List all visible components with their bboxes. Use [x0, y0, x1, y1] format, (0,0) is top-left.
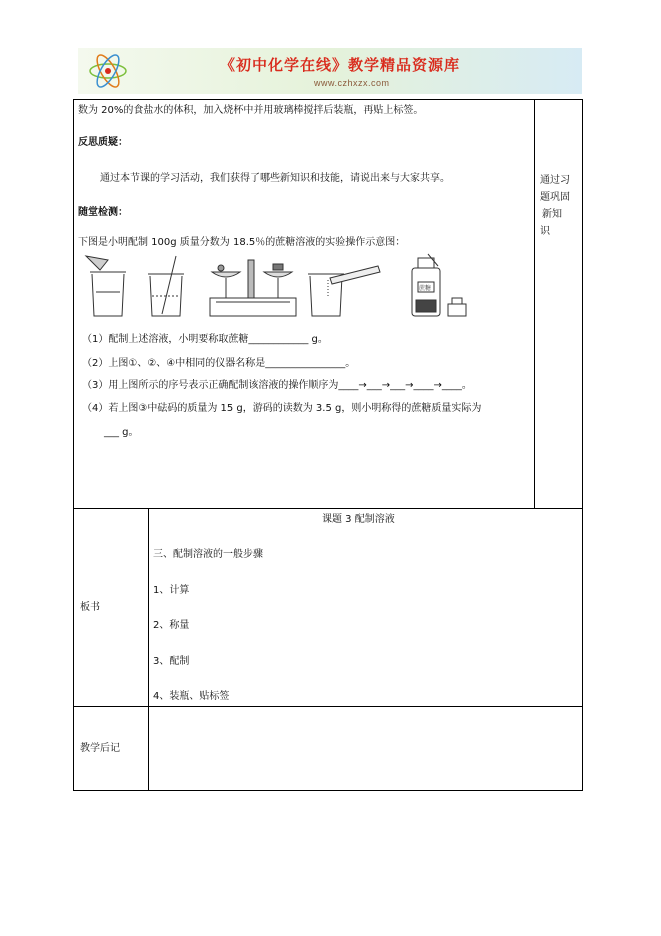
intro-line: 数为 20%的食盐水的体积，加入烧杯中并用玻璃棒搅拌后装瓶，再贴上标签。	[78, 105, 424, 116]
row-divider-1	[73, 508, 582, 509]
side-column-divider	[534, 99, 535, 508]
question-1: （1）配制上述溶液，小明要称取蔗糖____________ g。	[82, 334, 328, 345]
table-left-border	[73, 99, 74, 791]
figure-1-beaker-icon	[86, 256, 126, 316]
figure-2-beaker-rod-icon	[148, 256, 184, 316]
figure-3-balance-icon	[210, 260, 296, 316]
apparatus-illustration	[78, 252, 474, 324]
figure-4-cylinder-pour-icon	[308, 266, 380, 316]
quiz-intro: 下图是小明配制 100g 质量分数为 18.5％的蔗糖溶液的实验操作示意图：	[78, 237, 406, 248]
reflection-text: 通过本节课的学习活动，我们获得了哪些新知识和技能，请说出来与大家共享。	[100, 173, 450, 184]
board-step: 4、装瓶、贴标签	[153, 691, 230, 702]
header-banner	[78, 48, 582, 94]
board-step: 1、计算	[153, 585, 190, 596]
table-right-border	[582, 99, 583, 791]
question-2: （2）上图①、②、④中相同的仪器名称是________________。	[82, 358, 356, 369]
table-top-border	[73, 99, 582, 100]
side-note-line: 新知	[542, 209, 562, 220]
board-title: 课题 3 配制溶液	[322, 514, 395, 525]
board-step: 3、配制	[153, 656, 190, 667]
side-note-line: 通过习	[540, 175, 570, 186]
atom-logo-icon	[86, 50, 130, 92]
board-label: 板书	[80, 602, 100, 613]
teaching-notes-label: 教学后记	[80, 743, 120, 754]
side-note	[540, 172, 582, 240]
table-bottom-border	[73, 790, 582, 791]
side-note-line: 识	[540, 226, 550, 237]
figure-5-bottle-icon	[412, 254, 466, 316]
banner-url: www.czhxzx.com	[314, 78, 390, 88]
reflection-heading: 反思质疑：	[78, 137, 128, 148]
quiz-heading: 随堂检测：	[78, 207, 128, 218]
label-column-divider	[148, 508, 149, 791]
question-4-answer: ___ g。	[104, 427, 139, 438]
board-heading: 三、配制溶液的一般步骤	[153, 549, 263, 560]
question-3: （3）用上图所示的序号表示正确配制该溶液的操作顺序为____→___→___→____→____。	[82, 380, 472, 391]
side-note-line: 题巩固	[540, 192, 570, 203]
bottle-label: 蔗糖	[419, 285, 432, 292]
banner-title: 《初中化学在线》教学精品资源库	[220, 56, 461, 74]
board-step: 2、称量	[153, 620, 190, 631]
question-4: （4）若上图③中砝码的质量为 15 g，游码的读数为 3.5 g，则小明称得的蔗糖质量实际为	[82, 403, 482, 414]
row-divider-2	[73, 706, 582, 707]
